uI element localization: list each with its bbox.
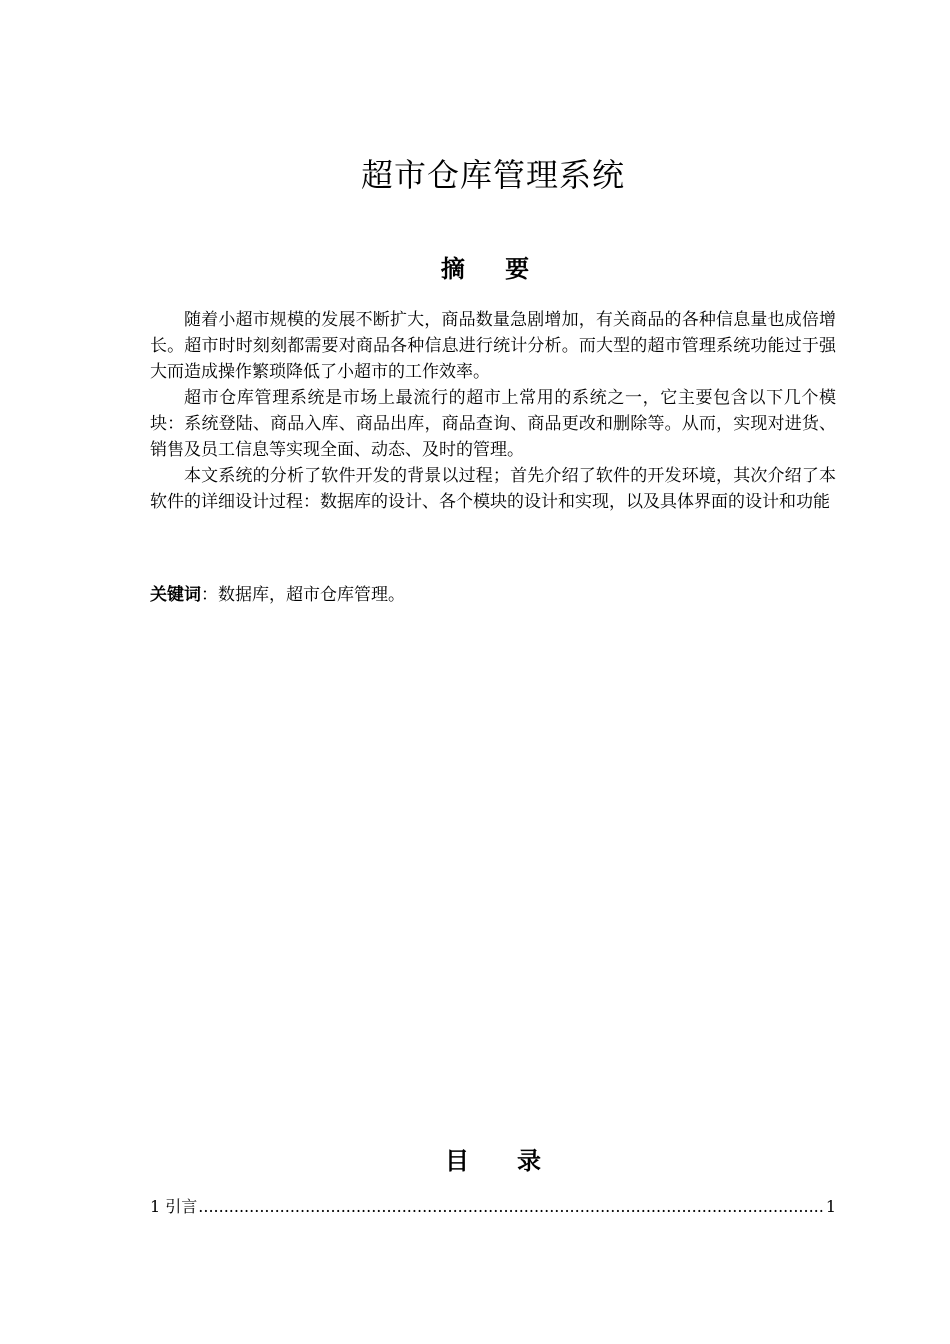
abstract-heading: 摘 要: [440, 255, 546, 283]
keywords-label: 关键词: [150, 585, 201, 605]
toc-list: [150, 1194, 836, 1220]
abstract-body: [150, 307, 836, 515]
toc-heading-right: 录: [517, 1147, 541, 1175]
toc-heading: [0, 1144, 950, 1178]
toc-entry[interactable]: [150, 1194, 836, 1220]
toc-entry-page: 1: [825, 1197, 836, 1216]
toc-heading-left: 目: [445, 1147, 469, 1175]
keywords-line: [150, 582, 836, 608]
keywords-separator: ：: [201, 585, 218, 605]
abstract-paragraph: 随着小超市规模的发展不断扩大，商品数量急剧增加，有关商品的各种信息量也成倍增长。超市时时刻刻都需要对商品各种信息进行统计分析。而大型的超市管理系统功能过于强大而造成操作繁琐降低了小超市的工作效率。: [150, 310, 836, 382]
abstract-paragraph: 本文系统的分析了软件开发的背景以过程；首先介绍了软件的开发环境，其次介绍了本软件的详细设计过程：数据库的设计、各个模块的设计和实现，以及具体界面的设计和功能: [150, 466, 836, 512]
toc-entry-label: 1 引言: [150, 1197, 198, 1216]
keywords-value: 数据库，超市仓库管理。: [218, 585, 405, 605]
abstract-paragraph: 超市仓库管理系统是市场上最流行的超市上常用的系统之一，它主要包含以下几个模块：系统登陆、商品入库、商品出库，商品查询、商品更改和删除等。从而，实现对进货、销售及员工信息等实现全面、动态、及时的管理。: [150, 388, 836, 460]
page-title: 超市仓库管理系统: [360, 156, 625, 194]
toc-leader-dots: [198, 1194, 825, 1220]
